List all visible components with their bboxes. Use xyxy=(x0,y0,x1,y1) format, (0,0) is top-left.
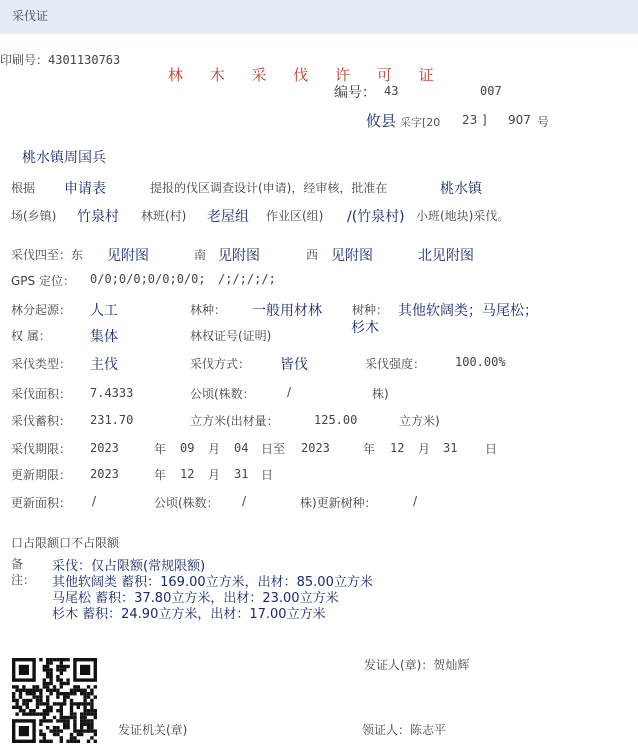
basis-doc: 申请表 xyxy=(64,181,106,197)
document-title: 林 木 采 伐 许 可 证 xyxy=(168,66,445,84)
harvest-method-value: 皆伐 xyxy=(280,357,308,373)
renew-month-unit: 月 xyxy=(208,468,221,482)
site-town-value: 竹泉村 xyxy=(77,209,119,225)
species-value-2: 杉木 xyxy=(351,320,379,336)
period-end-year: 2023 xyxy=(301,441,330,455)
issuing-authority: 发证机关(章) xyxy=(118,723,188,737)
renew-day: 31 xyxy=(234,467,249,481)
period-month-unit: 月 xyxy=(208,442,221,456)
boundary-south-label: 南 xyxy=(194,248,207,262)
ownership-label: 权 属： xyxy=(11,329,51,343)
renew-month: 12 xyxy=(180,467,195,481)
issuer: 发证人(章)：贺灿辉 xyxy=(364,658,470,672)
area-stems-label: 公顷(株数： xyxy=(190,387,255,401)
renew-day-unit: 日 xyxy=(261,468,274,482)
origin-label: 林分起源： xyxy=(11,303,72,317)
ownership-value: 集体 xyxy=(90,329,118,345)
renew-species-value: / xyxy=(413,494,418,508)
remarks-label-1: 备 xyxy=(11,557,24,571)
area-value: 7.4333 xyxy=(90,386,134,400)
period-end-day-unit: 日 xyxy=(485,442,498,456)
boundary-south: 见附图 xyxy=(218,248,260,264)
remarks-label-2: 注： xyxy=(11,573,36,587)
area-stems-value: / xyxy=(287,385,292,399)
remarks-line: 其他软阔类 蓄积：169.00立方米，出材：85.00立方米 xyxy=(52,575,373,590)
period-end-day: 31 xyxy=(443,441,458,455)
remarks-line: 采伐：仅占限额(常规限额) xyxy=(52,559,206,574)
serial-part-a: 43 xyxy=(384,84,399,98)
tab-bar xyxy=(0,0,638,34)
site-town-label: 场(乡镇) xyxy=(11,209,57,223)
renew-area-value: / xyxy=(92,494,97,508)
period-year-unit: 年 xyxy=(154,442,167,456)
gps-label: GPS 定位： xyxy=(11,274,75,288)
county-year: 23 xyxy=(462,113,478,127)
county-close: ] xyxy=(482,113,487,127)
recipient-name: 桃水镇周国兵 xyxy=(22,150,106,166)
site-plot-label: 小班(地块)采伐。 xyxy=(416,209,510,223)
period-start-day: 04 xyxy=(234,441,249,455)
period-start-month: 09 xyxy=(180,441,195,455)
qr-code xyxy=(12,658,97,743)
period-label: 采伐期限： xyxy=(11,442,72,456)
volume-label: 采伐蓄积： xyxy=(11,414,72,428)
county-number: 907 xyxy=(508,113,531,127)
basis-label: 根据 xyxy=(11,181,36,195)
renew-period-label: 更新期限： xyxy=(11,468,72,482)
boundary-label: 采伐四至：东 xyxy=(11,248,84,262)
area-label: 采伐面积： xyxy=(11,387,72,401)
boundary-north: 北见附图 xyxy=(418,248,474,264)
remarks-line: 马尾松 蓄积：37.80立方米，出材：23.00立方米 xyxy=(52,591,339,606)
timber-output-value: 125.00 xyxy=(314,413,358,427)
certificate-label: 林权证号(证明) xyxy=(190,329,272,343)
site-village-value: 老屋组 xyxy=(207,209,249,225)
period-end-year-unit: 年 xyxy=(363,442,376,456)
harvest-type-label: 采伐类型： xyxy=(11,357,72,371)
receiver: 领证人：陈志平 xyxy=(362,723,447,737)
boundary-west: 见附图 xyxy=(331,248,373,264)
period-day-to: 日至 xyxy=(261,442,286,456)
site-zone-value: /(竹泉村) xyxy=(347,209,405,225)
serial-part-b: 007 xyxy=(480,84,502,98)
harvest-intensity-value: 100.00% xyxy=(455,355,506,369)
forest-type-label: 林种： xyxy=(190,303,227,317)
renew-area-label: 更新面积： xyxy=(11,496,72,510)
species-label: 树种： xyxy=(352,303,389,317)
boundary-west-label: 西 xyxy=(306,248,319,262)
county-name: 攸县 xyxy=(366,112,397,130)
period-start-year: 2023 xyxy=(90,441,119,455)
origin-value: 人工 xyxy=(90,303,118,319)
harvest-type-value: 主伐 xyxy=(90,357,118,373)
basis-town: 桃水镇 xyxy=(440,181,482,197)
renew-year-unit: 年 xyxy=(154,468,167,482)
boundary-east: 见附图 xyxy=(107,248,149,264)
renew-species-label: 株)更新树种： xyxy=(300,496,377,510)
volume-value: 231.70 xyxy=(90,413,134,427)
harvest-method-label: 采伐方式： xyxy=(190,357,251,371)
gps-coords-2: /;/;/;/; xyxy=(218,272,276,286)
county-suffix: 号 xyxy=(537,115,550,129)
basis-text: 提报的伐区调查设计(申请)，经审核，批准在 xyxy=(150,181,388,195)
print-number: 印刷号：4301130763 xyxy=(0,53,121,67)
species-value: 其他软阔类；马尾松； xyxy=(398,303,538,319)
gps-coords: 0/0;0/0;0/0;0/0; xyxy=(90,272,206,286)
timber-output-label: 立方米(出材量： xyxy=(190,414,279,428)
tab-caifazheng[interactable]: 采伐证 xyxy=(12,9,49,23)
renew-stems-value: / xyxy=(242,494,247,508)
period-end-month: 12 xyxy=(390,441,405,455)
area-stems-close: 株) xyxy=(372,387,389,401)
timber-output-unit: 立方米) xyxy=(399,414,440,428)
county-prefix: 采字[20 xyxy=(400,116,441,129)
period-end-month-unit: 月 xyxy=(418,442,431,456)
renew-year: 2023 xyxy=(90,467,119,481)
quota-checkboxes: 口占限额口不占限额 xyxy=(11,536,120,550)
site-village-label: 林班(村) xyxy=(141,209,187,223)
site-zone-label: 作业区(组) xyxy=(266,209,324,223)
renew-stems-label: 公顷(株数： xyxy=(154,496,219,510)
harvest-intensity-label: 采伐强度： xyxy=(365,357,426,371)
serial-label: 编号： xyxy=(334,85,376,101)
forest-type-value: 一般用材林 xyxy=(252,303,322,319)
remarks-line: 杉木 蓄积：24.90立方米，出材：17.00立方米 xyxy=(52,607,326,622)
